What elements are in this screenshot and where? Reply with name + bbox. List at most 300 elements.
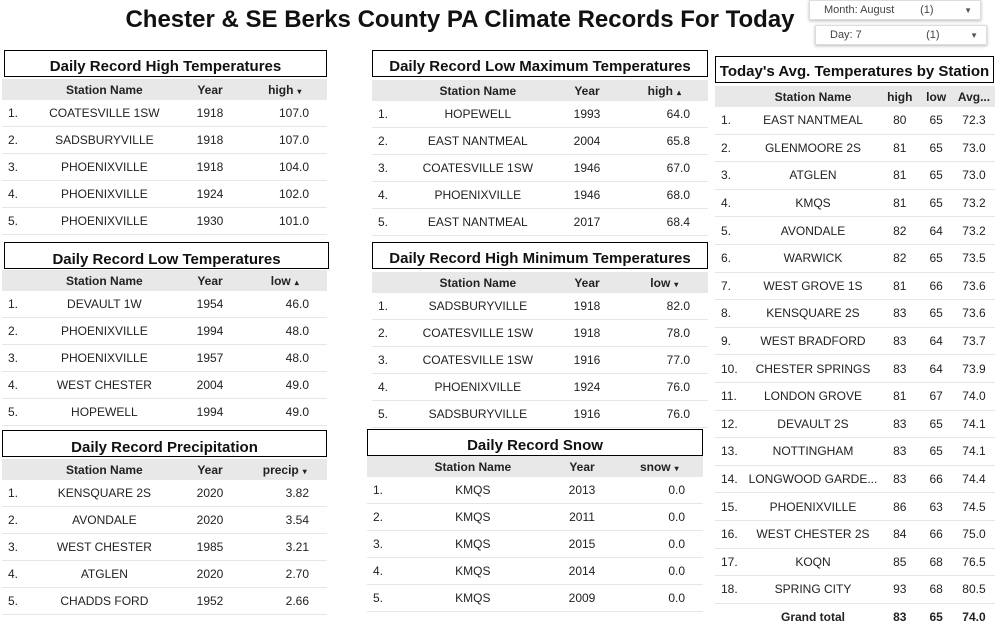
table-row <box>715 327 995 355</box>
record-snow-table <box>367 456 703 612</box>
station-name-cell: PHOENIXVILLE <box>31 318 177 345</box>
table-row <box>2 561 327 588</box>
row-index: 2. <box>372 320 402 347</box>
row-index: 1. <box>372 101 402 128</box>
value-cell: 3.21 <box>243 534 328 561</box>
table-row <box>715 520 995 548</box>
avg-cell: 73.2 <box>953 189 995 217</box>
index-header <box>372 80 402 101</box>
high-cell: 83 <box>880 465 919 493</box>
station-name-cell: PHOENIXVILLE <box>31 208 177 235</box>
station-name-header[interactable]: Station Name <box>31 79 177 100</box>
table-row <box>2 345 327 372</box>
record-high-title: Daily Record High Temperatures <box>4 50 327 77</box>
avg-cell: 80.5 <box>953 576 995 604</box>
high-cell: 80 <box>880 107 919 134</box>
index-header <box>715 86 746 107</box>
sort-descending-icon[interactable]: ▾ <box>297 86 302 96</box>
station-name-cell: AVONDALE <box>31 507 177 534</box>
station-name-cell: COATESVILLE 1SW <box>402 347 553 374</box>
row-index: 15. <box>715 493 746 521</box>
table-row <box>715 107 995 134</box>
row-index: 1. <box>367 477 397 504</box>
row-index: 7. <box>715 272 746 300</box>
high-cell: 81 <box>880 134 919 162</box>
high-cell: 81 <box>880 162 919 190</box>
year-header[interactable]: Year <box>178 79 243 100</box>
row-index: 13. <box>715 438 746 466</box>
station-name-cell: WEST BRADFORD <box>746 327 880 355</box>
row-index: 4. <box>2 561 31 588</box>
dropdown-caret-icon: ▼ <box>964 5 972 15</box>
row-index: 2. <box>2 507 31 534</box>
year-cell: 1946 <box>553 182 620 209</box>
year-cell: 2015 <box>548 531 615 558</box>
row-index: 10. <box>715 355 746 383</box>
row-index: 3. <box>2 534 31 561</box>
table-row <box>2 318 327 345</box>
station-name-cell: DEVAULT 1W <box>31 291 177 318</box>
station-name-cell: PHOENIXVILLE <box>402 374 553 401</box>
row-index: 5. <box>715 217 746 245</box>
avg-cell: 74.1 <box>953 438 995 466</box>
station-name-cell: CHADDS FORD <box>31 588 177 615</box>
value-header[interactable] <box>616 456 703 477</box>
station-name-header[interactable]: Station Name <box>746 86 880 107</box>
value-cell: 0.0 <box>616 558 703 585</box>
year-cell: 1957 <box>178 345 243 372</box>
day-filter-label: Day: 7 <box>830 29 862 41</box>
avg-cell: 73.0 <box>953 162 995 190</box>
high-cell: 83 <box>880 438 919 466</box>
value-cell: 3.54 <box>243 507 328 534</box>
page-title: Chester & SE Berks County PA Climate Records For Today <box>125 6 795 33</box>
table-row <box>2 588 327 615</box>
low-cell: 64 <box>919 217 953 245</box>
table-row <box>372 293 708 320</box>
station-name-cell: SPRING CITY <box>746 576 880 604</box>
value-header-label: low <box>270 273 291 288</box>
header-row <box>2 79 327 100</box>
value-cell: 82.0 <box>621 293 708 320</box>
month-filter-count: (1) <box>920 4 934 16</box>
record-high-min-title: Daily Record High Minimum Temperatures <box>372 242 708 269</box>
table-row <box>715 300 995 328</box>
table-row <box>715 438 995 466</box>
year-header[interactable]: Year <box>178 459 243 480</box>
station-name-cell: DEVAULT 2S <box>746 410 880 438</box>
year-cell: 1952 <box>178 588 243 615</box>
header-row <box>2 270 327 291</box>
header-row <box>367 456 703 477</box>
value-cell: 76.0 <box>621 401 708 428</box>
table-row <box>715 189 995 217</box>
row-index: 5. <box>367 585 397 612</box>
value-cell: 102.0 <box>243 181 328 208</box>
table-row <box>367 531 703 558</box>
table-row <box>2 291 327 318</box>
low-cell: 64 <box>919 355 953 383</box>
index-header <box>2 459 31 480</box>
row-index: 2. <box>2 127 31 154</box>
table-row <box>715 493 995 521</box>
high-cell: 93 <box>880 576 919 604</box>
low-cell: 66 <box>919 272 953 300</box>
grand-total-row <box>715 603 995 630</box>
high-cell: 82 <box>880 217 919 245</box>
station-name-cell: GLENMOORE 2S <box>746 134 880 162</box>
row-index: 1. <box>715 107 746 134</box>
value-cell: 46.0 <box>243 291 328 318</box>
low-header[interactable]: low <box>919 86 953 107</box>
value-cell: 107.0 <box>243 100 328 127</box>
station-name-cell: ATGLEN <box>31 561 177 588</box>
table-row <box>715 162 995 190</box>
value-header-label: low <box>650 275 671 290</box>
station-name-header[interactable]: Station Name <box>402 80 553 101</box>
row-index: 4. <box>2 181 31 208</box>
station-name-cell: CHESTER SPRINGS <box>746 355 880 383</box>
sort-descending-icon[interactable]: ▾ <box>302 466 307 476</box>
year-cell: 1924 <box>553 374 620 401</box>
station-name-cell: KMQS <box>397 531 548 558</box>
table-row <box>372 209 708 236</box>
value-cell: 65.8 <box>621 128 708 155</box>
station-name-cell: COATESVILLE 1SW <box>31 100 177 127</box>
table-row <box>372 182 708 209</box>
row-index: 16. <box>715 520 746 548</box>
table-row <box>367 477 703 504</box>
station-name-cell: KOQN <box>746 548 880 576</box>
avg-by-station-title: Today's Avg. Temperatures by Station <box>715 56 994 83</box>
station-name-cell: PHOENIXVILLE <box>746 493 880 521</box>
low-cell: 65 <box>919 410 953 438</box>
year-cell: 1954 <box>178 291 243 318</box>
table-row <box>2 534 327 561</box>
station-name-cell: LONGWOOD GARDE... <box>746 465 880 493</box>
table-row <box>2 127 327 154</box>
station-name-header[interactable]: Station Name <box>397 456 548 477</box>
row-index: 5. <box>372 209 402 236</box>
table-row <box>715 134 995 162</box>
avg-cell: 74.4 <box>953 465 995 493</box>
year-cell: 1916 <box>553 401 620 428</box>
avg-cell: 75.0 <box>953 520 995 548</box>
value-header[interactable] <box>243 270 328 291</box>
record-low-max-table <box>372 80 708 236</box>
value-header[interactable] <box>243 459 328 480</box>
low-cell: 64 <box>919 327 953 355</box>
avg-cell: 74.5 <box>953 493 995 521</box>
station-name-cell: EAST NANTMEAL <box>402 128 553 155</box>
year-cell: 1916 <box>553 347 620 374</box>
value-cell: 78.0 <box>621 320 708 347</box>
station-name-cell: EAST NANTMEAL <box>402 209 553 236</box>
record-low-title: Daily Record Low Temperatures <box>4 242 329 269</box>
record-low-table <box>2 270 327 426</box>
year-cell: 2004 <box>178 372 243 399</box>
year-cell: 1985 <box>178 534 243 561</box>
grand-total-high: 83 <box>893 609 907 624</box>
table-row <box>367 558 703 585</box>
station-name-cell: PHOENIXVILLE <box>31 345 177 372</box>
sort-ascending-icon[interactable]: ▴ <box>676 87 681 97</box>
table-row <box>2 399 327 426</box>
year-cell: 2011 <box>548 504 615 531</box>
row-index: 4. <box>715 189 746 217</box>
table-row <box>2 181 327 208</box>
year-cell: 1924 <box>178 181 243 208</box>
grand-total-avg: 74.0 <box>962 609 986 624</box>
year-cell: 1918 <box>178 154 243 181</box>
year-header[interactable]: Year <box>178 270 243 291</box>
year-cell: 1994 <box>178 399 243 426</box>
avg-cell: 73.0 <box>953 134 995 162</box>
value-cell: 68.0 <box>621 182 708 209</box>
station-name-cell: WARWICK <box>746 244 880 272</box>
station-name-cell: KENSQUARE 2S <box>31 480 177 507</box>
station-name-cell: WEST CHESTER <box>31 534 177 561</box>
value-cell: 104.0 <box>243 154 328 181</box>
year-header[interactable]: Year <box>553 80 620 101</box>
record-low-max-title: Daily Record Low Maximum Temperatures <box>372 50 708 77</box>
value-cell: 2.70 <box>243 561 328 588</box>
station-name-header[interactable]: Station Name <box>31 270 177 291</box>
record-precip-table <box>2 459 327 615</box>
station-name-header[interactable]: Station Name <box>31 459 177 480</box>
record-precip-title: Daily Record Precipitation <box>2 430 327 457</box>
station-name-cell: WEST CHESTER <box>31 372 177 399</box>
table-row <box>2 208 327 235</box>
station-name-cell: KMQS <box>397 477 548 504</box>
sort-descending-icon[interactable]: ▾ <box>674 279 679 289</box>
station-name-cell: KMQS <box>746 189 880 217</box>
station-name-cell: KMQS <box>397 504 548 531</box>
row-index: 4. <box>367 558 397 585</box>
station-name-cell: KMQS <box>397 585 548 612</box>
low-cell: 65 <box>919 134 953 162</box>
avg-cell: 73.5 <box>953 244 995 272</box>
value-cell: 64.0 <box>621 101 708 128</box>
year-cell: 1993 <box>553 101 620 128</box>
header-row <box>372 80 708 101</box>
value-cell: 0.0 <box>616 504 703 531</box>
high-header[interactable]: high <box>880 86 919 107</box>
year-header[interactable]: Year <box>553 272 620 293</box>
row-index: 6. <box>715 244 746 272</box>
avg-cell: 73.2 <box>953 217 995 245</box>
low-cell: 65 <box>919 107 953 134</box>
year-cell: 1918 <box>178 127 243 154</box>
high-cell: 84 <box>880 520 919 548</box>
value-cell: 48.0 <box>243 318 328 345</box>
table-row <box>715 410 995 438</box>
row-index: 3. <box>715 162 746 190</box>
value-header[interactable] <box>621 272 708 293</box>
sort-descending-icon[interactable]: ▾ <box>674 463 679 473</box>
table-row <box>715 217 995 245</box>
avg-cell: 73.7 <box>953 327 995 355</box>
table-row <box>367 585 703 612</box>
value-cell: 101.0 <box>243 208 328 235</box>
year-cell: 2020 <box>178 480 243 507</box>
value-cell: 76.0 <box>621 374 708 401</box>
avg-cell: 74.1 <box>953 410 995 438</box>
station-name-cell: COATESVILLE 1SW <box>402 155 553 182</box>
row-index: 9. <box>715 327 746 355</box>
year-cell: 1918 <box>178 100 243 127</box>
station-name-cell: KMQS <box>397 558 548 585</box>
low-cell: 68 <box>919 548 953 576</box>
high-cell: 81 <box>880 272 919 300</box>
month-filter[interactable] <box>809 0 981 20</box>
value-cell: 48.0 <box>243 345 328 372</box>
year-cell: 2020 <box>178 507 243 534</box>
year-cell: 2020 <box>178 561 243 588</box>
low-cell: 66 <box>919 465 953 493</box>
low-cell: 65 <box>919 300 953 328</box>
value-cell: 67.0 <box>621 155 708 182</box>
value-cell: 107.0 <box>243 127 328 154</box>
avg-cell: 76.5 <box>953 548 995 576</box>
station-name-cell: SADSBURYVILLE <box>402 401 553 428</box>
value-header[interactable] <box>621 80 708 101</box>
high-cell: 83 <box>880 410 919 438</box>
value-cell: 0.0 <box>616 477 703 504</box>
month-filter-label: Month: August <box>824 4 895 16</box>
row-index: 2. <box>2 318 31 345</box>
year-cell: 2014 <box>548 558 615 585</box>
row-index: 5. <box>372 401 402 428</box>
station-name-cell: HOPEWELL <box>402 101 553 128</box>
low-cell: 65 <box>919 244 953 272</box>
value-header-label: high <box>268 82 294 97</box>
low-cell: 68 <box>919 576 953 604</box>
record-high-table <box>2 79 327 235</box>
station-name-cell: LONDON GROVE <box>746 382 880 410</box>
dropdown-caret-icon: ▼ <box>970 30 978 40</box>
header-row <box>372 272 708 293</box>
row-index: 18. <box>715 576 746 604</box>
avg-cell: 73.9 <box>953 355 995 383</box>
table-row <box>367 504 703 531</box>
table-row <box>372 374 708 401</box>
year-cell: 1918 <box>553 293 620 320</box>
year-cell: 2017 <box>553 209 620 236</box>
table-row <box>2 100 327 127</box>
row-index: 12. <box>715 410 746 438</box>
row-index: 1. <box>2 291 31 318</box>
station-name-cell: EAST NANTMEAL <box>746 107 880 134</box>
station-name-cell: WEST GROVE 1S <box>746 272 880 300</box>
header-row <box>715 86 995 107</box>
station-name-cell: PHOENIXVILLE <box>31 181 177 208</box>
value-cell: 68.4 <box>621 209 708 236</box>
value-cell: 2.66 <box>243 588 328 615</box>
value-cell: 49.0 <box>243 372 328 399</box>
table-row <box>372 347 708 374</box>
grand-total-label: Grand total <box>780 609 845 624</box>
row-index: 3. <box>372 347 402 374</box>
sort-ascending-icon[interactable]: ▴ <box>294 277 299 287</box>
table-row <box>372 401 708 428</box>
index-header <box>372 272 402 293</box>
row-index: 1. <box>2 480 31 507</box>
row-index <box>715 603 746 630</box>
station-name-cell: SADSBURYVILLE <box>31 127 177 154</box>
row-index: 4. <box>2 372 31 399</box>
row-index: 1. <box>372 293 402 320</box>
station-name-cell: ATGLEN <box>746 162 880 190</box>
day-filter-count: (1) <box>926 29 940 41</box>
row-index: 5. <box>2 208 31 235</box>
low-cell: 65 <box>919 162 953 190</box>
year-cell: 2009 <box>548 585 615 612</box>
row-index: 2. <box>372 128 402 155</box>
avg-cell: 73.6 <box>953 300 995 328</box>
record-snow-title: Daily Record Snow <box>367 429 703 456</box>
avg-header[interactable]: Avg... <box>953 86 995 107</box>
station-name-cell: SADSBURYVILLE <box>402 293 553 320</box>
table-row <box>372 155 708 182</box>
high-cell: 82 <box>880 244 919 272</box>
value-cell: 0.0 <box>616 585 703 612</box>
high-cell: 83 <box>880 300 919 328</box>
station-name-cell: KENSQUARE 2S <box>746 300 880 328</box>
value-header[interactable] <box>243 79 328 100</box>
value-cell: 77.0 <box>621 347 708 374</box>
station-name-cell: NOTTINGHAM <box>746 438 880 466</box>
station-name-cell: HOPEWELL <box>31 399 177 426</box>
low-cell: 65 <box>919 189 953 217</box>
row-index: 2. <box>367 504 397 531</box>
row-index: 3. <box>2 154 31 181</box>
station-name-cell: PHOENIXVILLE <box>402 182 553 209</box>
table-row <box>2 372 327 399</box>
day-filter[interactable] <box>815 25 987 45</box>
table-row <box>372 320 708 347</box>
year-cell: 1994 <box>178 318 243 345</box>
index-header <box>367 456 397 477</box>
table-row <box>715 465 995 493</box>
station-name-cell: COATESVILLE 1SW <box>402 320 553 347</box>
low-cell: 63 <box>919 493 953 521</box>
high-cell: 85 <box>880 548 919 576</box>
year-cell: 2004 <box>553 128 620 155</box>
year-header[interactable]: Year <box>548 456 615 477</box>
table-row <box>2 154 327 181</box>
record-high-min-table <box>372 272 708 428</box>
year-cell: 1918 <box>553 320 620 347</box>
station-name-header[interactable]: Station Name <box>402 272 553 293</box>
header-row <box>2 459 327 480</box>
high-cell: 83 <box>880 355 919 383</box>
value-header-label: precip <box>262 462 299 477</box>
row-index: 14. <box>715 465 746 493</box>
low-cell: 66 <box>919 520 953 548</box>
value-cell: 0.0 <box>616 531 703 558</box>
row-index: 4. <box>372 374 402 401</box>
value-header-label: snow <box>639 459 671 474</box>
year-cell: 2013 <box>548 477 615 504</box>
row-index: 17. <box>715 548 746 576</box>
row-index: 4. <box>372 182 402 209</box>
table-row <box>715 355 995 383</box>
low-cell: 67 <box>919 382 953 410</box>
grand-total-low: 65 <box>929 609 943 624</box>
table-row <box>715 244 995 272</box>
station-name-cell: PHOENIXVILLE <box>31 154 177 181</box>
